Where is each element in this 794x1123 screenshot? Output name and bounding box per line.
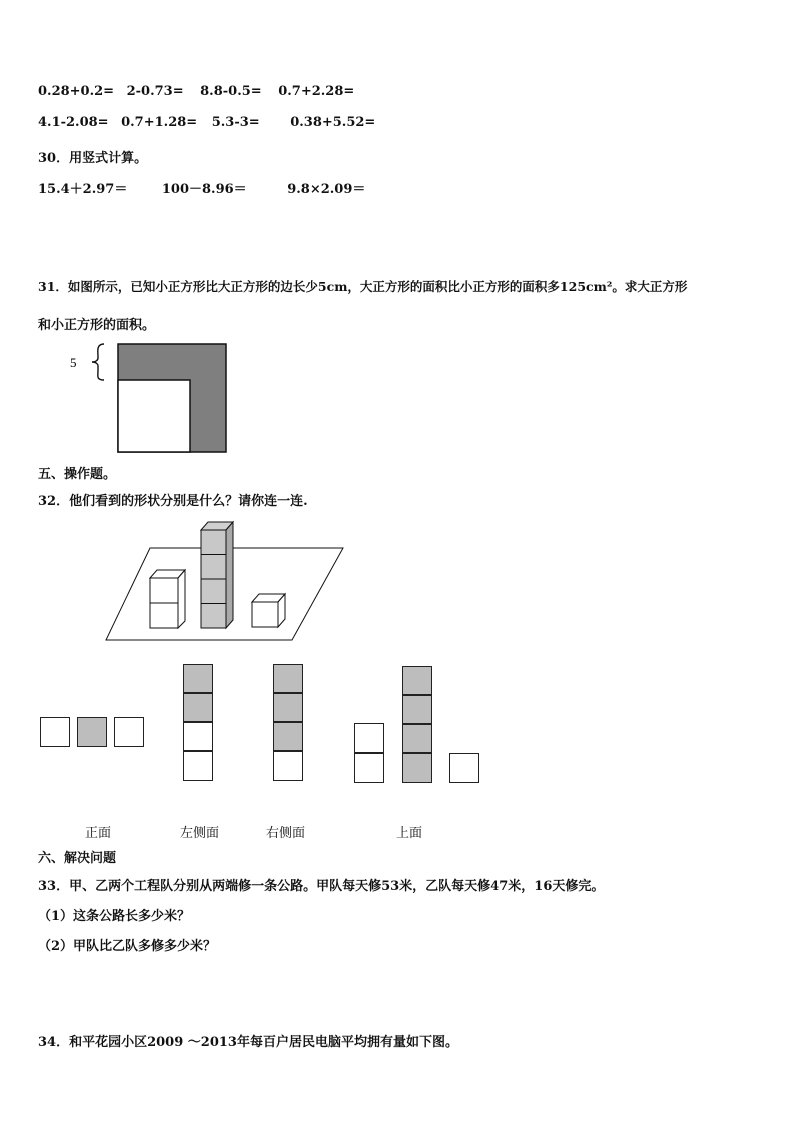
tall-stack bbox=[201, 522, 233, 628]
q33-sub-2: （2）甲队比乙队多修多少米？ bbox=[38, 939, 217, 954]
q33-sub-1: （1）这条公路长多少米？ bbox=[38, 909, 191, 924]
arith-item: 5.3-3= bbox=[211, 115, 260, 130]
arith-item: 0.28+0.2= bbox=[38, 84, 115, 99]
vertical-calc-item: 100－8.96＝ bbox=[161, 182, 247, 197]
q31-line-1: 31．如图所示，已知小正方形比大正方形的边长少5cm，大正方形的面积比小正方形的面积多125cm²。求大正方形 bbox=[38, 279, 688, 294]
q33-question: 33．甲、乙两个工程队分别从两端修一条公路。甲队每天修53米，乙队每天修47米，16天修完。 bbox=[38, 879, 605, 894]
q32-question: 32．他们看到的形状分别是什么？请你连一连. bbox=[38, 494, 308, 509]
cube-square bbox=[77, 717, 107, 747]
single-cube bbox=[252, 594, 285, 627]
arith-item: 2-0.73= bbox=[126, 84, 184, 99]
arith-item: 0.38+5.52= bbox=[290, 115, 376, 130]
view-label-right: 右侧面 bbox=[266, 826, 306, 841]
cube-square bbox=[273, 722, 303, 751]
arithmetic-row-1 bbox=[38, 84, 354, 99]
cube-square bbox=[354, 723, 384, 753]
cube-square bbox=[273, 664, 303, 693]
cube-scene bbox=[100, 518, 360, 648]
cube-square bbox=[449, 753, 479, 783]
cube-square bbox=[183, 664, 213, 693]
cube-square bbox=[402, 695, 432, 724]
cube-square bbox=[40, 717, 70, 747]
cube-square bbox=[402, 724, 432, 753]
brace-icon bbox=[92, 344, 104, 380]
q31-line-2: 和小正方形的面积。 bbox=[38, 318, 156, 333]
q34-question: 34．和平花园小区2009 ～2013年每百户居民电脑平均拥有量如下图。 bbox=[38, 1035, 458, 1050]
arith-item: 0.7+1.28= bbox=[121, 115, 198, 130]
square-figure bbox=[60, 338, 260, 458]
cube-square bbox=[273, 693, 303, 722]
vertical-calc-item: 15.4＋2.97＝ bbox=[38, 182, 128, 197]
cube-square bbox=[402, 666, 432, 695]
cube-square bbox=[114, 717, 144, 747]
cube-square bbox=[402, 753, 432, 783]
arith-item: 0.7+2.28= bbox=[278, 84, 355, 99]
cube-square bbox=[183, 722, 213, 751]
section-6-heading: 六、解决问题 bbox=[38, 851, 117, 866]
q30-items bbox=[38, 178, 365, 197]
q30-heading: 30．用竖式计算。 bbox=[38, 151, 148, 166]
view-label-front: 正面 bbox=[85, 826, 112, 841]
cube-square bbox=[183, 751, 213, 781]
side-length-label: 5 bbox=[70, 355, 77, 370]
section-5-heading: 五、操作题。 bbox=[38, 467, 117, 482]
cube-square bbox=[183, 693, 213, 722]
cube-square bbox=[354, 753, 384, 783]
left-stack bbox=[150, 570, 185, 628]
arith-item: 8.8-0.5= bbox=[200, 84, 262, 99]
view-label-left: 左侧面 bbox=[180, 826, 220, 841]
arithmetic-row-2 bbox=[38, 115, 375, 130]
small-square bbox=[118, 380, 190, 452]
arith-item: 4.1-2.08= bbox=[38, 115, 109, 130]
vertical-calc-item: 9.8×2.09＝ bbox=[287, 182, 366, 197]
view-label-top: 上面 bbox=[396, 826, 423, 841]
cube-square bbox=[273, 751, 303, 781]
